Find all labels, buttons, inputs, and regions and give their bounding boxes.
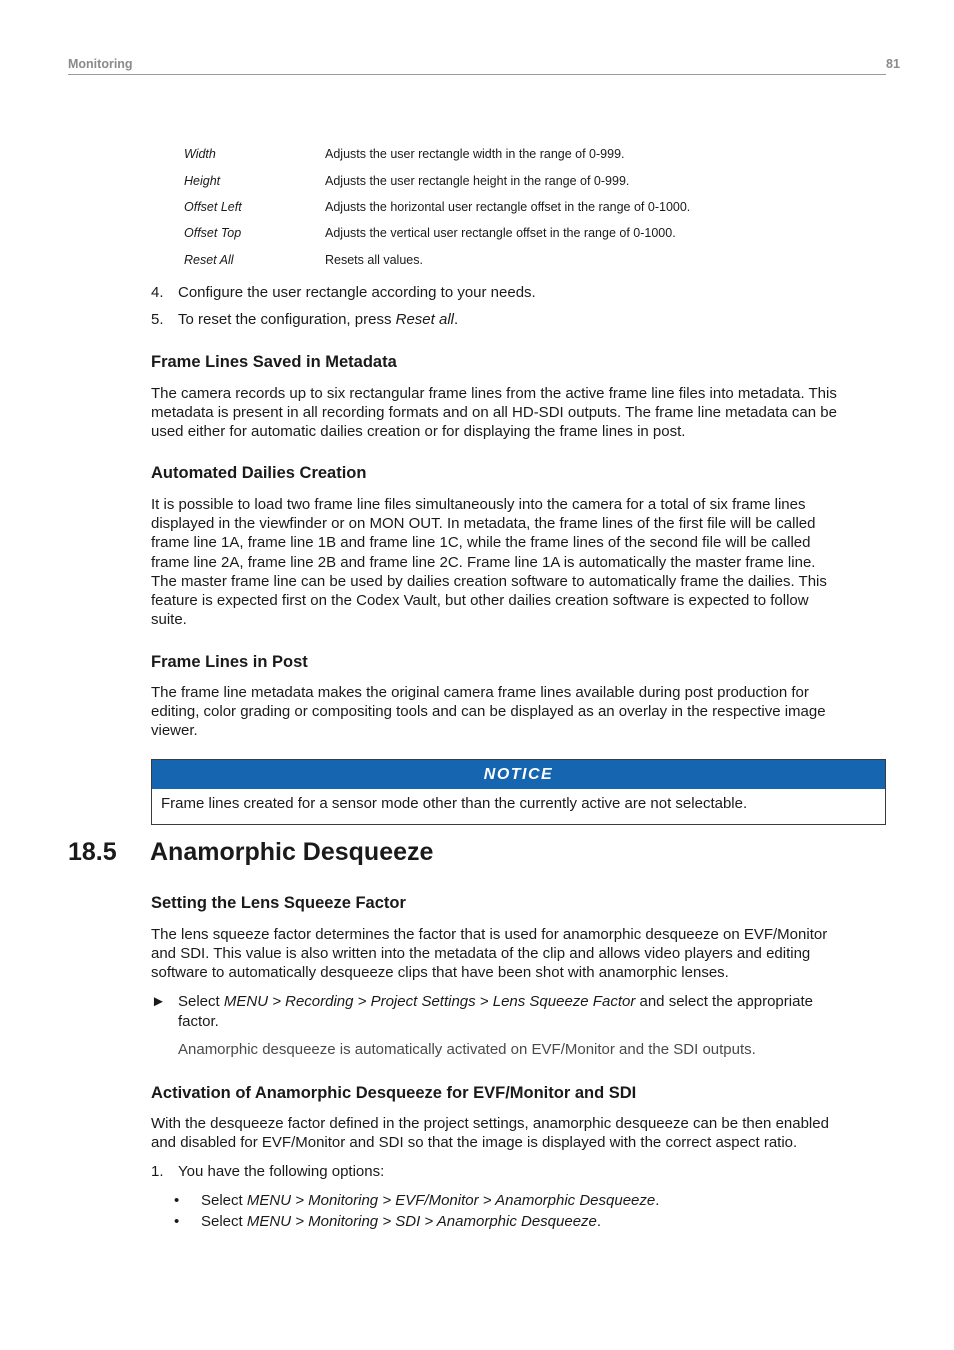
- arrow-icon: ►: [151, 993, 166, 1010]
- step-text: You have the following options:: [178, 1163, 385, 1180]
- param-name: Width: [184, 147, 216, 161]
- param-desc: Adjusts the horizontal user rectangle offset in the range of 0-1000.: [325, 200, 691, 214]
- text-line: The lens squeeze factor determines the factor that is used for anamorphic desqueeze on EVF/Monitor: [151, 926, 828, 943]
- step-4: [151, 284, 536, 301]
- action-step: [151, 993, 813, 1010]
- param-name: Offset Top: [184, 226, 242, 240]
- heading-squeeze: Setting the Lens Squeeze Factor: [151, 894, 406, 912]
- param-desc: Resets all values.: [325, 253, 423, 267]
- text-line: viewer.: [151, 722, 198, 740]
- paragraph-activation: [151, 1114, 891, 1152]
- step-text: Configure the user rectangle according to your needs.: [178, 284, 536, 301]
- text-line: The frame line metadata makes the original camera frame lines available during post production for: [151, 684, 809, 701]
- action-step-continued: factor.: [178, 1013, 219, 1030]
- step-text-emphasis: Reset all: [395, 311, 454, 328]
- text-line: frame line 2A, frame line 2B and frame line 2C. Frame line 1A is automatically the master frame line.: [151, 553, 816, 571]
- text-line: With the desqueeze factor defined in the project settings, anamorphic desqueeze can be then enabled: [151, 1115, 829, 1132]
- step-text-pre: To reset the configuration, press: [178, 311, 396, 328]
- text-line: and SDI. This value is also written into the metadata of the clip and allows video players and editing: [151, 945, 811, 963]
- param-desc: Adjusts the vertical user rectangle offset in the range of 0-1000.: [325, 226, 676, 240]
- text-line: editing, color grading or compositing tools and can be displayed as an overlay in the respective image: [151, 703, 826, 721]
- text-line: software to automatically desqueeze clips that have been shot with anamorphic lenses.: [151, 964, 729, 982]
- menu-path: MENU > Monitoring > EVF/Monitor > Anamorphic Desqueeze: [246, 1192, 656, 1209]
- menu-path: MENU > Monitoring > SDI > Anamorphic Desqueeze: [246, 1213, 597, 1230]
- notice-title: NOTICE: [152, 760, 885, 789]
- heading-frame-lines-metadata: Frame Lines Saved in Metadata: [151, 353, 397, 371]
- notice-text: Frame lines created for a sensor mode other than the currently active are not selectable.: [161, 795, 748, 812]
- param-desc: Adjusts the user rectangle height in the range of 0-999.: [325, 174, 630, 188]
- section-number: 18.5: [68, 838, 117, 866]
- notice-box: [151, 759, 886, 825]
- paragraph-dailies: [151, 495, 891, 629]
- param-name: Reset All: [184, 253, 234, 267]
- text-line: suite.: [151, 611, 187, 629]
- param-desc: Adjusts the user rectangle width in the range of 0-999.: [325, 147, 625, 161]
- step-number: 1.: [151, 1163, 164, 1180]
- text-line: used either for automatic dailies creation or for displaying the frame lines in post.: [151, 423, 686, 441]
- bullet-icon: •: [174, 1192, 180, 1209]
- bullet-text-pre: Select: [201, 1192, 247, 1209]
- menu-path: MENU > Recording > Project Settings > Lens Squeeze Factor: [223, 993, 636, 1010]
- running-header-section: Monitoring: [68, 57, 133, 71]
- text-line: feature is expected first on the Codex Vault, but other dailies creation software is expected to follow: [151, 592, 809, 610]
- step-number: 4.: [151, 284, 164, 301]
- step-text-post: .: [453, 311, 459, 328]
- text-line: The camera records up to six rectangular frame lines from the active frame line files into metadata. This: [151, 385, 837, 402]
- paragraph-squeeze: [151, 925, 891, 983]
- text-line: metadata is present in all recording formats and on all HD-SDI outputs. The frame line metadata can be: [151, 404, 837, 422]
- action-text-pre: Select: [178, 993, 224, 1010]
- text-line: The master frame line can be used by dailies creation software to automatically frame the dailies. This: [151, 572, 827, 590]
- bullet-text-post: .: [655, 1192, 660, 1209]
- bullet-item: [174, 1192, 659, 1209]
- param-name: Offset Left: [184, 200, 242, 214]
- step-5: [151, 311, 458, 328]
- bullet-item: [174, 1213, 601, 1230]
- heading-dailies: Automated Dailies Creation: [151, 464, 367, 482]
- text-line: frame line 1A, frame line 1B and frame line 1C, while the frame lines of the second file will be called: [151, 534, 811, 552]
- bullet-text-post: .: [596, 1213, 602, 1230]
- text-line: It is possible to load two frame line files simultaneously into the camera for a total of six frame lines: [151, 496, 806, 513]
- heading-activation: Activation of Anamorphic Desqueeze for EVF/Monitor and SDI: [151, 1084, 637, 1102]
- heading-post: Frame Lines in Post: [151, 653, 308, 671]
- paragraph-post: [151, 683, 891, 741]
- action-result: Anamorphic desqueeze is automatically activated on EVF/Monitor and the SDI outputs.: [178, 1041, 756, 1058]
- action-text-post: and select the appropriate: [635, 993, 813, 1010]
- bullet-text-pre: Select: [201, 1213, 247, 1230]
- page-number: 81: [886, 57, 900, 71]
- header-rule: [68, 74, 886, 75]
- step-number: 5.: [151, 311, 164, 328]
- paragraph-frame-lines-metadata: [151, 384, 891, 442]
- text-line: and disabled for EVF/Monitor and SDI so that the image is displayed with the correct aspect ratio.: [151, 1134, 798, 1152]
- step-1: [151, 1163, 384, 1180]
- section-title: Anamorphic Desqueeze: [150, 838, 434, 866]
- section-heading: [68, 838, 433, 867]
- param-name: Height: [184, 174, 221, 188]
- bullet-icon: •: [174, 1213, 180, 1230]
- text-line: displayed in the viewfinder or on MON OUT. In metadata, the frame lines of the first file will be called: [151, 515, 816, 533]
